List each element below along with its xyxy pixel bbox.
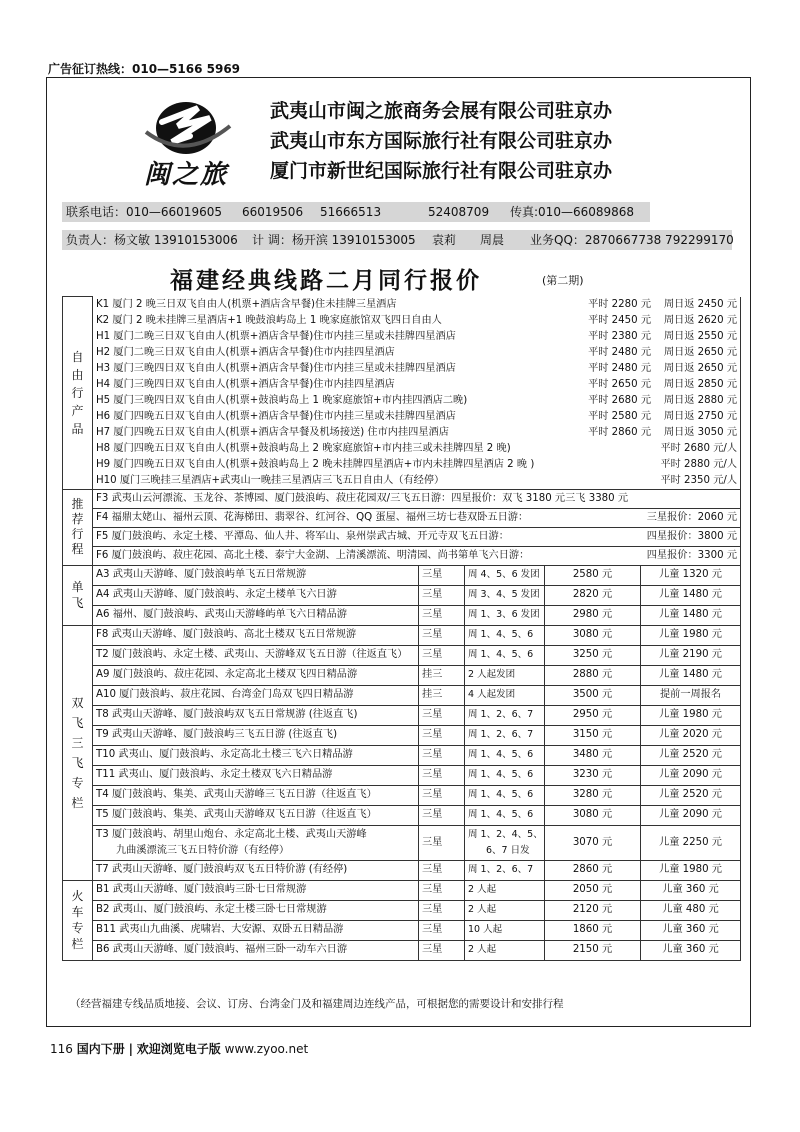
route-name: T2 厦门鼓浪屿、永定土楼、武夷山、天游峰双飞五日游（往返直飞） (96, 649, 408, 660)
departure-cell (465, 860, 545, 880)
hotel-star-cell: 三星 (419, 765, 465, 785)
departure-cell (465, 645, 545, 665)
phone-3: 51666513 (320, 205, 382, 219)
category-label: 自由行产品 (71, 349, 84, 436)
route-line (96, 510, 737, 526)
route-name: H10 厦门三晚挂三星酒店+武夷山一晚挂三星酒店三飞五日自由人（有经停） (96, 474, 445, 486)
category-tuijian (63, 489, 93, 565)
departure-days: 周 4、5、6 发团 (468, 569, 540, 580)
child-price-cell: 儿童 2090 元 (641, 805, 741, 825)
route-price: 三星报价：2060 元 (646, 511, 738, 523)
route-name: F4 福鼎太姥山、福州云顶、花海梯田、翡翠谷、红河谷、QQ 蛋屋、福州三坊七巷双卧五日游： (96, 511, 529, 523)
table-row (63, 900, 741, 920)
price-group (577, 329, 737, 345)
route-cell (93, 345, 741, 361)
route-cell (93, 585, 419, 605)
departure-days: 周 1、4、5、6 (468, 629, 534, 640)
route-line (96, 313, 737, 329)
route-name: B11 武夷山九曲溪、虎啸岩、大安源、双卧五日精品游 (96, 924, 344, 935)
table-row (63, 805, 741, 825)
price-group (577, 473, 737, 489)
table-row (63, 489, 741, 508)
route-cell (93, 473, 741, 490)
route-name: H4 厦门三晚四日双飞自由人(机票+酒店含早餐)住市内挂四星酒店 (96, 378, 395, 390)
hotel-star-cell: 挂三 (419, 685, 465, 705)
route-name: H7 厦门四晚五日双飞自由人(机票+酒店含早餐及机场接送) 住市内挂四星酒店 (96, 426, 449, 438)
route-name: F3 武夷山云河漂流、玉龙谷、茶博园、厦门鼓浪屿、菽庄花园双/三飞五日游：四星报价：双飞 3180 元三飞 3380 元 (96, 492, 629, 504)
manager: 负责人：杨文敏 13910153006 (66, 233, 238, 247)
departure-cell (465, 880, 545, 900)
route-cell (93, 725, 419, 745)
route-name: H9 厦门四晚五日双飞自由人(机票+鼓浪屿岛上 2 晚未挂牌四星酒店+市内未挂牌四星酒店 2 晚 ) (96, 458, 535, 470)
weekday-price: 平时 2680 元 (588, 394, 652, 406)
planner: 计 调：杨开滨 13910153005 (252, 233, 416, 247)
route-name: K1 厦门 2 晚三日双飞自由人(机票+酒店含早餐)住未挂牌三星酒店 (96, 298, 397, 310)
adult-price-cell: 3150 元 (545, 725, 641, 745)
adult-price-cell: 3080 元 (545, 805, 641, 825)
sunday-price: 周日返 3050 元 (663, 426, 738, 438)
contact-bar (62, 202, 650, 222)
sunday-price: 平时 2350 元/人 (660, 474, 738, 486)
sunday-price: 周日返 2650 元 (663, 362, 738, 374)
departure-cell (465, 605, 545, 625)
fax: 传真:010—66089868 (510, 205, 635, 219)
weekday-price: 平时 2580 元 (588, 410, 652, 422)
route-cell (93, 880, 419, 900)
price-group (577, 425, 737, 441)
route-line (96, 393, 737, 409)
hotel-star-cell: 三星 (419, 725, 465, 745)
route-cell (93, 860, 419, 880)
route-cell (93, 745, 419, 765)
hotel-star-cell: 三星 (419, 565, 465, 585)
price-group (577, 297, 737, 313)
route-cell (93, 685, 419, 705)
route-name: H5 厦门三晚四日双飞自由人(机票+鼓浪屿岛上 1 晚家庭旅馆+市内挂四酒店二晚) (96, 394, 468, 406)
table-row (63, 508, 741, 527)
route-cell (93, 409, 741, 425)
staff-2: 周晨 (480, 233, 505, 247)
table-row (63, 765, 741, 785)
route-name-line2: 九曲溪漂流三飞五日特价游（有经停） (116, 844, 290, 856)
hotel-star-cell: 三星 (419, 880, 465, 900)
departure-cell (465, 940, 545, 960)
child-price-cell: 儿童 2520 元 (641, 745, 741, 765)
page-title: 福建经典线路二月同行报价 (170, 267, 482, 294)
route-line (96, 425, 737, 441)
child-price-cell: 儿童 2190 元 (641, 645, 741, 665)
price-group (577, 457, 737, 473)
table-row (63, 393, 741, 409)
child-price-cell: 儿童 2090 元 (641, 765, 741, 785)
table-row (63, 361, 741, 377)
price-group (577, 409, 737, 425)
table-row (63, 313, 741, 329)
price-table (62, 296, 741, 961)
footer-sep: | (128, 1042, 133, 1056)
adult-price-cell: 2050 元 (545, 880, 641, 900)
section-name: 国内下册 (76, 1042, 125, 1056)
route-cell (93, 377, 741, 393)
departure-days-line2: 6、7 日发 (486, 844, 530, 856)
page-number: 116 (50, 1042, 73, 1056)
departure-days: 2 人起 (468, 944, 497, 955)
route-line (96, 377, 737, 393)
departure-days: 周 1、4、5、6 (468, 789, 534, 800)
departure-days: 周 1、2、6、7 (468, 729, 534, 740)
hotel-star-cell: 三星 (419, 805, 465, 825)
child-price-cell: 儿童 480 元 (641, 900, 741, 920)
hotel-star-cell: 三星 (419, 645, 465, 665)
child-price-cell: 儿童 1980 元 (641, 860, 741, 880)
departure-days: 2 人起 (468, 904, 497, 915)
route-cell (93, 313, 741, 329)
table-row (63, 546, 741, 565)
route-name: H6 厦门四晚五日双飞自由人(机票+酒店含早餐)住市内挂三星或未挂牌四星酒店 (96, 410, 456, 422)
departure-cell (465, 805, 545, 825)
adult-price-cell: 2880 元 (545, 665, 641, 685)
route-line (96, 441, 737, 457)
route-cell (93, 527, 741, 546)
departure-days: 4 人起发团 (468, 689, 516, 700)
table-row (63, 329, 741, 345)
route-cell (93, 565, 419, 585)
table-row (63, 860, 741, 880)
sunday-price: 周日返 2450 元 (663, 298, 738, 310)
adult-price-cell: 2950 元 (545, 705, 641, 725)
child-price-cell: 儿童 2250 元 (641, 825, 741, 860)
departure-days: 周 1、4、5、6 (468, 649, 534, 660)
departure-days: 2 人起发团 (468, 669, 516, 680)
welcome-text: 欢迎浏览电子版 (136, 1042, 221, 1056)
weekday-price: 平时 2480 元 (588, 346, 652, 358)
weekday-price: 平时 2650 元 (588, 378, 652, 390)
sunday-price: 平时 2880 元/人 (660, 458, 738, 470)
departure-cell (465, 745, 545, 765)
category-danfei (63, 565, 93, 625)
adult-price-cell: 1860 元 (545, 920, 641, 940)
weekday-price: 平时 2860 元 (588, 426, 652, 438)
price-group (577, 377, 737, 393)
hotel-star-cell: 三星 (419, 605, 465, 625)
price-group (577, 393, 737, 409)
hotel-star-cell: 三星 (419, 825, 465, 860)
adult-price-cell: 3070 元 (545, 825, 641, 860)
child-price-cell: 儿童 2020 元 (641, 725, 741, 745)
route-cell (93, 665, 419, 685)
child-price-cell: 儿童 360 元 (641, 920, 741, 940)
route-name: B1 武夷山天游峰、厦门鼓浪屿三卧七日常规游 (96, 884, 307, 895)
route-name: T9 武夷山天游峰、厦门鼓浪屿三飞五日游 (往返直飞) (96, 729, 338, 740)
departure-days: 2 人起 (468, 884, 497, 895)
route-cell (93, 425, 741, 441)
route-name: F6 厦门鼓浪屿、菽庄花园、高北土楼、泰宁大金湖、上清溪漂流、明清园、尚书第单飞六日游： (96, 549, 530, 561)
route-cell (93, 900, 419, 920)
departure-cell (465, 900, 545, 920)
ad-hotline: 广告征订热线：010—5166 5969 (48, 62, 241, 76)
category-label: 火车专栏 (71, 889, 84, 951)
adult-price-cell: 3480 元 (545, 745, 641, 765)
category-label: 推荐行程 (71, 497, 84, 556)
route-cell (93, 457, 741, 473)
adult-price-cell: 2150 元 (545, 940, 641, 960)
child-price-cell: 儿童 1480 元 (641, 665, 741, 685)
hotel-star-cell: 三星 (419, 625, 465, 645)
route-cell (93, 361, 741, 377)
table-row (63, 705, 741, 725)
table-row (63, 345, 741, 361)
table-row (63, 457, 741, 473)
child-price-cell: 儿童 1480 元 (641, 585, 741, 605)
table-row (63, 625, 741, 645)
route-cell (93, 765, 419, 785)
adult-price-cell: 3280 元 (545, 785, 641, 805)
sunday-price: 平时 2680 元/人 (660, 442, 738, 454)
route-cell (93, 705, 419, 725)
hotel-star-cell: 三星 (419, 900, 465, 920)
route-name: T5 厦门鼓浪屿、集美、武夷山天游峰双飞五日游（往返直飞） (96, 809, 377, 820)
route-cell (93, 920, 419, 940)
sunday-price: 周日返 2620 元 (663, 314, 738, 326)
departure-cell (465, 585, 545, 605)
departure-cell (465, 565, 545, 585)
route-line (96, 297, 737, 313)
departure-cell (465, 785, 545, 805)
departure-days: 周 1、2、6、7 (468, 864, 534, 875)
departure-days: 周 3、4、5 发团 (468, 589, 540, 600)
category-huoche (63, 880, 93, 960)
route-name: F8 武夷山天游峰、厦门鼓浪屿、高北土楼双飞五日常规游 (96, 629, 357, 640)
child-price-cell: 提前一周报名 (641, 685, 741, 705)
table-row (63, 940, 741, 960)
route-name: T7 武夷山天游峰、厦门鼓浪屿双飞五日特价游 (有经停) (96, 864, 348, 875)
departure-cell (465, 705, 545, 725)
route-name: T8 武夷山天游峰、厦门鼓浪屿双飞五日常规游 (往返直飞) (96, 709, 358, 720)
route-name: A9 厦门鼓浪屿、菽庄花园、永定高北土楼双飞四日精品游 (96, 669, 358, 680)
route-name: H2 厦门二晚三日双飞自由人(机票+酒店含早餐)住市内挂四星酒店 (96, 346, 395, 358)
hotel-star-cell: 三星 (419, 785, 465, 805)
route-cell (93, 441, 741, 457)
adult-price-cell: 3080 元 (545, 625, 641, 645)
adult-price-cell: 2820 元 (545, 585, 641, 605)
route-name: K2 厦门 2 晚未挂牌三星酒店+1 晚鼓浪屿岛上 1 晚家庭旅馆双飞四日自由人 (96, 314, 442, 326)
child-price-cell: 儿童 2520 元 (641, 785, 741, 805)
page-subtitle: (第二期) (542, 274, 584, 287)
table-row (63, 377, 741, 393)
route-name: T10 武夷山、厦门鼓浪屿、永定高北土楼三飞六日精品游 (96, 749, 353, 760)
departure-cell (465, 685, 545, 705)
table-row (63, 441, 741, 457)
sunday-price: 周日返 2650 元 (663, 346, 738, 358)
departure-cell (465, 625, 545, 645)
adult-price-cell: 2120 元 (545, 900, 641, 920)
company-names (270, 96, 612, 186)
company-logo (138, 92, 248, 192)
route-name: A3 武夷山天游峰、厦门鼓浪屿单飞五日常规游 (96, 569, 307, 580)
logo-text: 闽之旅 (144, 160, 229, 190)
route-name: F5 厦门鼓浪屿、永定土楼、平潭岛、仙人井、将军山、泉州崇武古城、开元寺双飞五日游： (96, 530, 509, 542)
route-name: H1 厦门二晚三日双飞自由人(机票+酒店含早餐)住市内挂三星或未挂牌四星酒店 (96, 330, 456, 342)
route-name: T3 厦门鼓浪屿、胡里山炮台、永定高北土楼、武夷山天游峰 (96, 828, 367, 840)
departure-days: 周 1、2、4、5、 (468, 828, 543, 840)
table-row (63, 409, 741, 425)
table-row (63, 425, 741, 441)
table-row (63, 920, 741, 940)
table-row (63, 665, 741, 685)
departure-days: 周 1、2、6、7 (468, 709, 534, 720)
table-row (63, 785, 741, 805)
adult-price-cell: 2580 元 (545, 565, 641, 585)
staff-1: 袁莉 (432, 233, 457, 247)
route-name: T11 武夷山、厦门鼓浪屿、永定土楼双飞六日精品游 (96, 769, 333, 780)
table-row (63, 565, 741, 585)
category-label: 单飞 (71, 580, 84, 610)
table-row (63, 725, 741, 745)
company-name-2: 武夷山市东方国际旅行社有限公司驻京办 (270, 130, 613, 152)
route-name: H3 厦门三晚四日双飞自由人(机票+酒店含早餐)住市内挂三星或未挂牌四星酒店 (96, 362, 456, 374)
route-name: A10 厦门鼓浪屿、菽庄花园、台湾金门岛双飞四日精品游 (96, 689, 354, 700)
phone-4: 52408709 (428, 205, 490, 219)
sunday-price: 周日返 2880 元 (663, 394, 738, 406)
price-group (577, 313, 737, 329)
route-cell (93, 645, 419, 665)
weekday-price: 平时 2450 元 (588, 314, 652, 326)
hotel-star-cell: 三星 (419, 585, 465, 605)
route-name: H8 厦门四晚五日双飞自由人(机票+鼓浪屿岛上 2 晚家庭旅馆+市内挂三或未挂牌四星 2 晚) (96, 442, 511, 454)
adult-price-cell: 2980 元 (545, 605, 641, 625)
weekday-price: 平时 2280 元 (588, 298, 652, 310)
departure-cell (465, 665, 545, 685)
sunday-price: 周日返 2750 元 (663, 410, 738, 422)
hotel-star-cell: 三星 (419, 860, 465, 880)
child-price-cell: 儿童 1320 元 (641, 565, 741, 585)
departure-cell (465, 825, 545, 860)
page-footer (50, 1040, 308, 1057)
table-row (63, 473, 741, 490)
route-cell (93, 393, 741, 409)
child-price-cell: 儿童 360 元 (641, 880, 741, 900)
table-row (63, 297, 741, 313)
price-group (577, 345, 737, 361)
child-price-cell: 儿童 1980 元 (641, 625, 741, 645)
route-line (96, 345, 737, 361)
table-row (63, 685, 741, 705)
table-row (63, 605, 741, 625)
route-line (96, 457, 737, 473)
adult-price-cell: 3500 元 (545, 685, 641, 705)
site-url: www.zyoo.net (224, 1042, 309, 1056)
sunday-price: 周日返 2850 元 (663, 378, 738, 390)
route-cell (93, 329, 741, 345)
hotel-star-cell: 三星 (419, 920, 465, 940)
route-cell (93, 546, 741, 565)
category-ziyou (63, 297, 93, 490)
sunday-price: 周日返 2550 元 (663, 330, 738, 342)
route-name: B6 武夷山天游峰、厦门鼓浪屿、福州三卧一动车六日游 (96, 944, 348, 955)
price-table-wrap (62, 296, 740, 961)
route-cell (93, 805, 419, 825)
adult-price-cell: 3250 元 (545, 645, 641, 665)
route-line (96, 361, 737, 377)
price-group (577, 361, 737, 377)
hotel-star-cell: 三星 (419, 745, 465, 765)
category-label: 双飞三飞专栏 (71, 695, 84, 810)
departure-cell (465, 765, 545, 785)
route-line (96, 548, 737, 564)
route-cell (93, 940, 419, 960)
route-cell (93, 825, 419, 860)
table-row (63, 745, 741, 765)
route-price: 四星报价：3800 元 (646, 530, 738, 542)
route-cell (93, 508, 741, 527)
person-bar (62, 230, 732, 250)
route-cell (93, 297, 741, 313)
price-group (577, 441, 737, 457)
route-cell (93, 489, 741, 508)
route-line (96, 529, 737, 545)
route-line (96, 329, 737, 345)
route-name: A6 福州、厦门鼓浪屿、武夷山天游峰屿单飞六日精品游 (96, 609, 347, 620)
footer-note: （经营福建专线品质地接、会议、订房、台湾金门及和福建周边连线产品，可根据您的需要设计和安排行程 (70, 998, 564, 1010)
route-price: 四星报价：3300 元 (646, 549, 738, 561)
departure-days: 周 1、3、6 发团 (468, 609, 540, 620)
departure-cell (465, 725, 545, 745)
child-price-cell: 儿童 360 元 (641, 940, 741, 960)
route-line (96, 473, 737, 489)
weekday-price: 平时 2380 元 (588, 330, 652, 342)
table-row (63, 645, 741, 665)
table-row (63, 825, 741, 860)
company-name-3: 厦门市新世纪国际旅行社有限公司驻京办 (270, 160, 613, 182)
child-price-cell: 儿童 1980 元 (641, 705, 741, 725)
business-qq: 业务QQ：2870667738 792299170 (530, 233, 734, 247)
departure-days: 10 人起 (468, 924, 503, 935)
phone-2: 66019506 (242, 205, 304, 219)
route-name: T4 厦门鼓浪屿、集美、武夷山天游峰三飞五日游（往返直飞） (96, 789, 377, 800)
departure-cell (465, 920, 545, 940)
child-price-cell: 儿童 1480 元 (641, 605, 741, 625)
departure-days: 周 1、4、5、6 (468, 749, 534, 760)
table-row (63, 880, 741, 900)
weekday-price: 平时 2480 元 (588, 362, 652, 374)
route-name: B2 武夷山、厦门鼓浪屿、永定土楼三卧七日常规游 (96, 904, 327, 915)
adult-price-cell: 2860 元 (545, 860, 641, 880)
hotel-star-cell: 挂三 (419, 665, 465, 685)
route-cell (93, 605, 419, 625)
category-shuangfei (63, 625, 93, 880)
route-line (96, 409, 737, 425)
company-name-1: 武夷山市闽之旅商务会展有限公司驻京办 (270, 100, 613, 122)
departure-days: 周 1、4、5、6 (468, 769, 534, 780)
departure-days: 周 1、4、5、6 (468, 809, 534, 820)
hotel-star-cell: 三星 (419, 705, 465, 725)
route-name: A4 武夷山天游峰、厦门鼓浪屿、永定土楼单飞六日游 (96, 589, 337, 600)
hotel-star-cell: 三星 (419, 940, 465, 960)
table-row (63, 527, 741, 546)
table-row (63, 585, 741, 605)
route-cell (93, 625, 419, 645)
route-cell (93, 785, 419, 805)
phone-1: 联系电话：010—66019605 (66, 205, 222, 219)
route-line (96, 491, 737, 507)
adult-price-cell: 3230 元 (545, 765, 641, 785)
